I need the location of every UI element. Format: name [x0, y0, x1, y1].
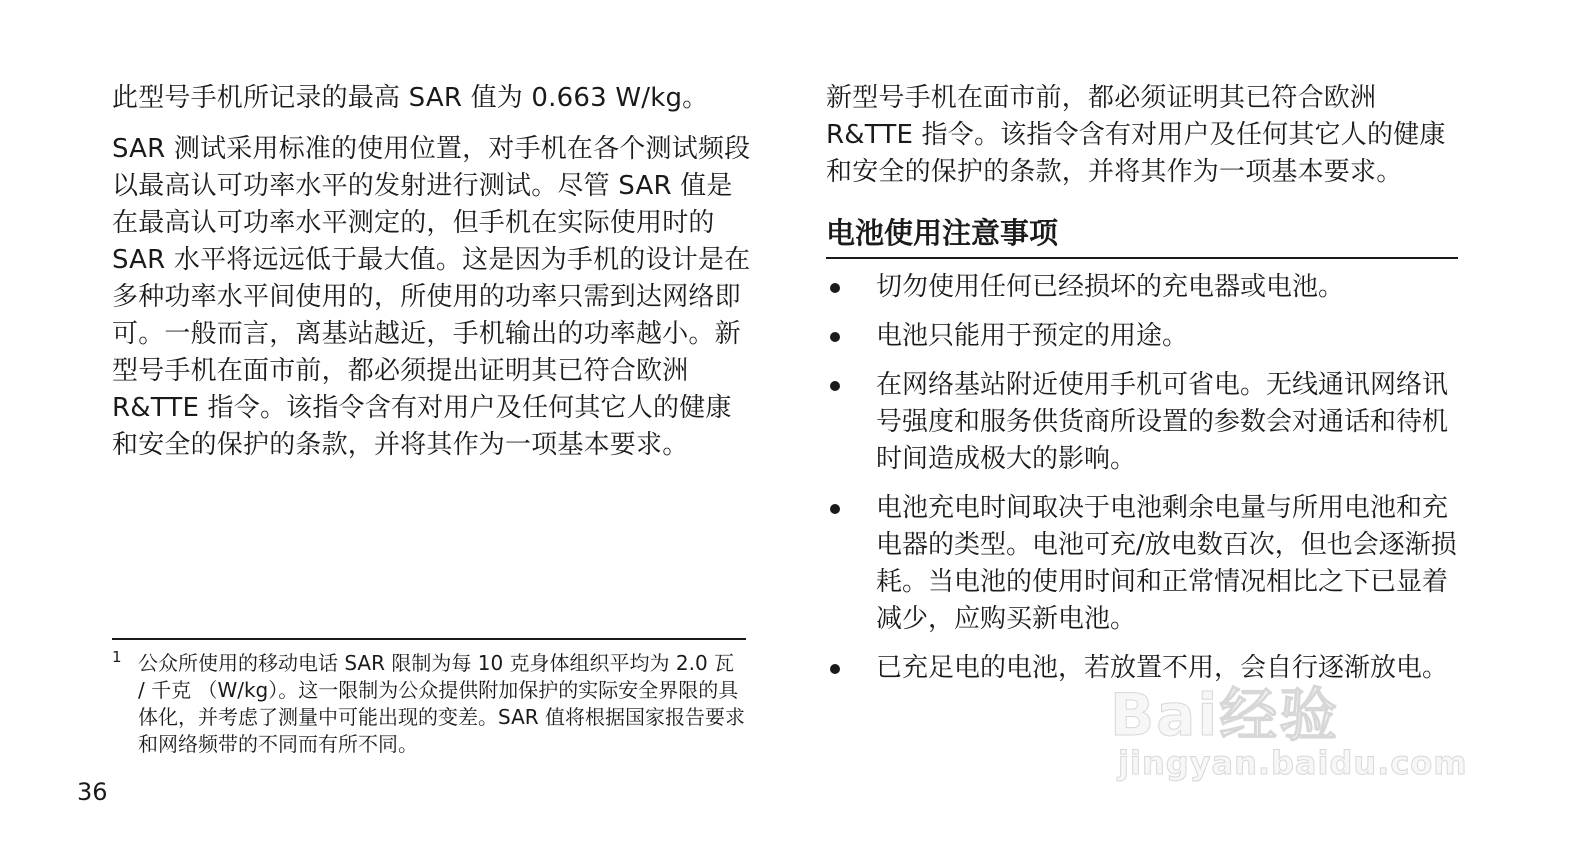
sar-value-paragraph: 此型号手机所记录的最高 SAR 值为 0.663 W/kg。 — [112, 83, 709, 113]
footnote — [112, 638, 746, 758]
rtte-intro-paragraph: 新型号手机在面市前，都必须证明其已符合欧洲 R&TTE 指令。该指令含有对用户及任何其它人的健康和安全的保护的条款，并将其作为一项基本要求。 — [826, 83, 1446, 187]
list-item-text: 切勿使用任何已经损坏的充电器或电池。 — [876, 272, 1345, 302]
list-item — [826, 367, 1458, 478]
sar-testing-paragraph: SAR 测试采用标准的使用位置，对手机在各个测试频段以最高认可功率水平的发射进行测试。尽管 SAR 值是在最高认可功率水平测定的，但手机在实际使用时的SAR 水平将远远低于最大值。这是因为手机的设计是在多种功率水平间使用的，所使用的功率只需到达网络即可。一般而言，离基站越近，手机输出的功率越小。新型号手机在面市前，都必须提出证明其已符合欧洲 R&TTE 指令。该指令含有对用户及任何其它人的健康和安全的保护的条款，并将其作为一项基本要求。 — [112, 134, 751, 460]
bullet-icon — [830, 664, 840, 674]
list-item-text: 已充足电的电池，若放置不用，会自行逐渐放电。 — [876, 653, 1449, 683]
list-item — [826, 490, 1458, 638]
right-column — [826, 80, 1458, 699]
footnote-text: 公众所使用的移动电话 SAR 限制为每 10 克身体组织平均为 2.0 瓦 / 千克 （W/kg）。这一限制为公众提供附加保护的实际安全界限的具体化，并考虑了测量中可能出现的变差。SAR 值将根据国家报告要求和网络频带的不同而有所不同。 — [138, 651, 746, 756]
list-item-text: 在网络基站附近使用手机可省电。无线通讯网络讯号强度和服务供货商所设置的参数会对通话和待机时间造成极大的影响。 — [876, 370, 1449, 474]
list-item-text: 电池只能用于预定的用途。 — [876, 321, 1189, 351]
list-item-text: 电池充电时间取决于电池剩余电量与所用电池和充电器的类型。电池可充/放电数百次，但也会逐渐损耗。当电池的使用时间和正常情况相比之下已显着减少，应购买新电池。 — [876, 493, 1457, 634]
battery-notes-list — [826, 269, 1458, 687]
bullet-icon — [830, 332, 840, 342]
left-column — [112, 80, 752, 480]
watermark-url: jingyan.baidu.com — [1118, 744, 1468, 782]
bullet-icon — [830, 381, 840, 391]
section-title-battery: 电池使用注意事项 — [826, 213, 1458, 259]
bullet-icon — [830, 283, 840, 293]
baidu-jingyan-watermark — [1110, 668, 1490, 788]
list-item — [826, 318, 1458, 355]
page-number: 36 — [77, 778, 108, 806]
footnote-marker: 1 — [112, 648, 122, 666]
bullet-icon — [830, 504, 840, 514]
list-item — [826, 269, 1458, 306]
watermark-brand: Bai经验 — [1110, 681, 1340, 749]
